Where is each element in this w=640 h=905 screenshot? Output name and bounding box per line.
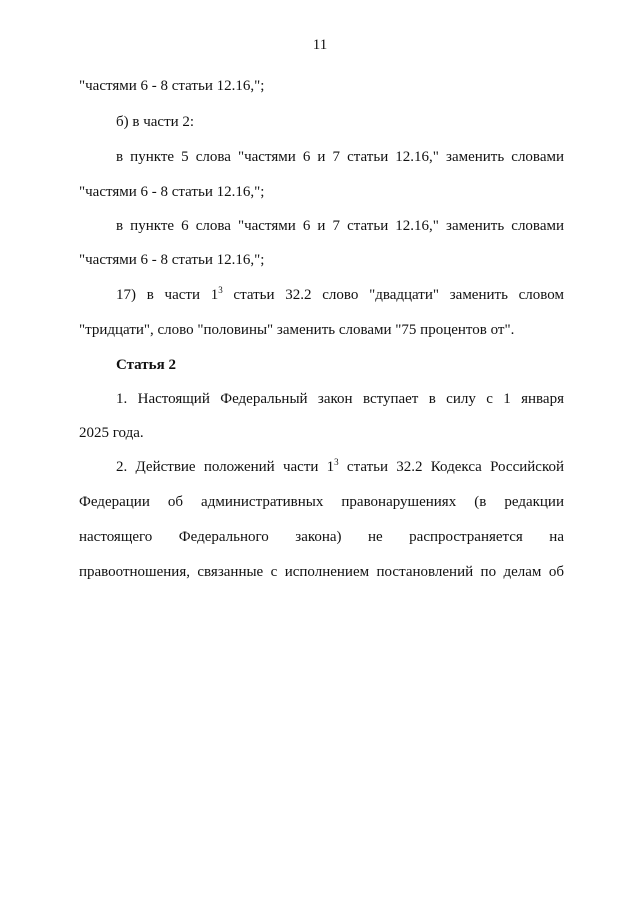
text-line: в пункте 5 слова "частями 6 и 7 статьи 12.16," заменить словами (116, 149, 564, 165)
text-fragment: статьи 32.2 Кодекса Российской (338, 459, 565, 475)
text-line: правоотношения, связанные с исполнением постановлений по делам об (79, 564, 564, 580)
superscript: 3 (334, 457, 339, 467)
text-line: 2025 года. (79, 425, 144, 441)
page-number: 11 (312, 37, 328, 53)
text-fragment: 2. Действие положений части 1 (116, 459, 335, 475)
text-fragment: статьи 32.2 слово "двадцати" заменить словом (222, 287, 564, 303)
text-line-with-superscript (116, 286, 564, 304)
text-line: в пункте 6 слова "частями 6 и 7 статьи 12.16," заменить словами (116, 218, 564, 234)
text-line: "частями 6 - 8 статьи 12.16,"; (79, 78, 265, 94)
text-line-with-superscript (116, 458, 564, 476)
text-line: "частями 6 - 8 статьи 12.16,"; (79, 184, 265, 200)
text-line: "частями 6 - 8 статьи 12.16,"; (79, 252, 265, 268)
text-line: настоящего Федерального закона) не распространяется на (79, 529, 564, 545)
text-line: 1. Настоящий Федеральный закон вступает в силу с 1 января (116, 391, 564, 407)
text-line: Федерации об административных правонарушениях (в редакции (79, 494, 564, 510)
text-fragment: 17) в части 1 (116, 287, 219, 303)
article-heading: Статья 2 (116, 357, 176, 373)
text-line: б) в части 2: (116, 114, 195, 130)
text-line: "тридцати", слово "половины" заменить словами "75 процентов от". (79, 322, 515, 338)
superscript: 3 (218, 285, 223, 295)
